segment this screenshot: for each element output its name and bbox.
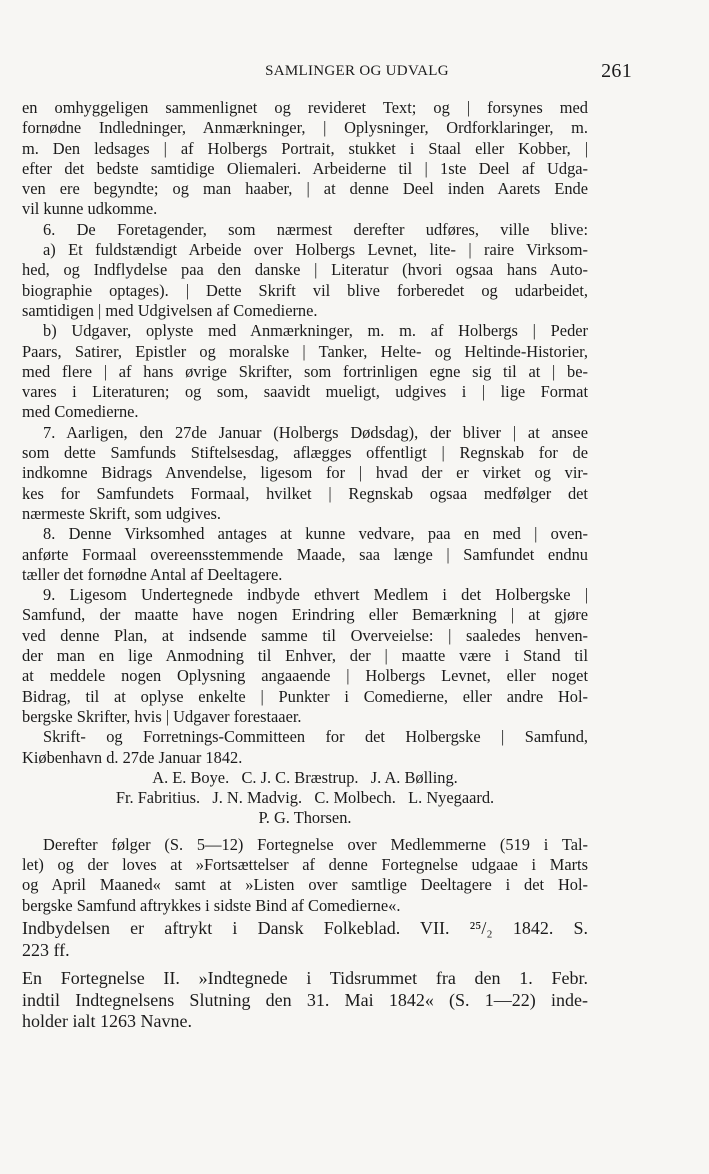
text-line: kes for Samfundets Formaal, hvilket | Regnskab ogsaa medfølger det: [22, 483, 588, 503]
text-line: ven ere begyndte; og man haaber, | at denne Deel inden Aarets Ende: [22, 179, 588, 199]
text-line: med flere | af hans øvrige Skrifter, som fortrinligen egne sig til at | be-: [22, 361, 588, 381]
text-line: anførte Formaal overeensstemmende Maade, saa længe | Samfundet endnu: [22, 544, 588, 564]
signature-line: P. G. Thorsen.: [258, 808, 352, 828]
text-line: vares i Literaturen; og som, saavidt mueligt, udgives i | lige Format: [22, 382, 588, 402]
text-line: Paars, Satirer, Epistler og moralske | Tanker, Helte- og Heltinde-Historier,: [22, 341, 588, 361]
text-line: samtidigen | med Udgivelsen af Comedierne.: [22, 300, 318, 320]
note-line: indtil Indtegnelsens Slutning den 31. Mai 1842« (S. 1—22) inde-: [22, 989, 588, 1010]
text-line: 7. Aarligen, den 27de Januar (Holbergs Dødsdag), der bliver | at ansee: [43, 422, 588, 442]
text-line: efter det bedste samtidige Oliemaleri. Arbeiderne til | 1ste Deel af Udga-: [22, 158, 588, 178]
text-line: nærmeste Skrift, som udgives.: [22, 503, 221, 523]
text-line: en omhyggeligen sammenlignet og revideret Text; og | forsynes med: [22, 98, 588, 117]
text-line: ved denne Plan, at indsende samme til Overveielse: | saaledes henven-: [22, 625, 588, 645]
note-line: holder ialt 1263 Navne.: [22, 1011, 192, 1031]
text-line: hed, og Indflydelse paa den danske | Literatur (hvori ogsaa hans Auto-: [22, 260, 588, 280]
header-title: SAMLINGER OG UDVALG: [265, 63, 449, 79]
text-line: der man en lige Anmodning til Enhver, der | maatte være i Stand til: [22, 646, 588, 666]
text-line: b) Udgaver, oplyste med Anmærkninger, m. m. af Holbergs | Peder: [43, 321, 588, 341]
text-line: 9. Ligesom Undertegnede indbyde ethvert Medlem i det Holbergske |: [43, 585, 588, 605]
text-line: bergske Skrifter, hvis | Udgaver forestaaer.: [22, 706, 302, 726]
text-line: vil kunne udkomme.: [22, 199, 158, 219]
signature-line: Fr. Fabritius. J. N. Madvig. C. Molbech. L. Nyegaard.: [115, 788, 495, 808]
text-line: Bidrag, til at oplyse enkelte | Punkter i Comedierne, eller andre Hol-: [22, 686, 588, 706]
text-line: Derefter følger (S. 5—12) Fortegnelse over Medlemmerne (519 i Tal-: [43, 834, 588, 854]
main-text: [22, 98, 588, 916]
text-line: 8. Denne Virksomhed antages at kunne vedvare, paa en med | oven-: [43, 524, 588, 544]
text-line: tæller det fornødne Antal af Deeltagere.: [22, 564, 283, 584]
text-line: og April Maaned« samt at »Listen over samtlige Deeltagere i det Hol-: [22, 875, 588, 895]
text-line: Samfund, der maatte have nogen Erindring eller Bemærkning | at gjøre: [22, 605, 588, 625]
note-line: 223 ff.: [22, 939, 70, 960]
text-line: Kiøbenhavn d. 27de Januar 1842.: [22, 747, 243, 767]
editorial-note: [22, 918, 588, 961]
text-line: med Comedierne.: [22, 402, 139, 422]
page-number: 261: [601, 60, 632, 82]
text-line: let) og der loves at »Fortsættelser af denne Fortegnelse udgaae i Marts: [22, 854, 588, 874]
note-line: En Fortegnelse II. »Indtegnede i Tidsrummet fra den 1. Febr.: [22, 968, 588, 988]
text-line: indkomne Bidrags Anvendelse, ligesom for | hvad der er virket og vir-: [22, 463, 588, 483]
text-line: a) Et fuldstændigt Arbeide over Holbergs Levnet, lite- | raire Virksom-: [43, 240, 588, 260]
text-line: at meddele nogen Oplysning angaaende | Holbergs Levnet, eller noget: [22, 666, 588, 686]
text-line: 6. De Foretagender, som nærmest derefter udføres, ville blive:: [43, 219, 588, 239]
running-header: [22, 60, 632, 86]
text-line: m. Den ledsages | af Holbergs Portrait, stukket i Staal eller Kobber, |: [22, 138, 588, 158]
editorial-note: [22, 968, 588, 1033]
text-line: som dette Samfunds Stiftelsesdag, aflægges offentligt | Regnskab for de: [22, 443, 588, 463]
signature-line: A. E. Boye. C. J. C. Bræstrup. J. A. Bølling.: [152, 767, 458, 787]
note-line: Indbydelsen er aftrykt i Dansk Folkeblad. VII. ²⁵/₂ 1842. S.: [22, 918, 588, 938]
text-line: Skrift- og Forretnings-Committeen for det Holbergske | Samfund,: [43, 727, 588, 747]
text-line: bergske Samfund aftrykkes i sidste Bind af Comedierne«.: [22, 895, 401, 915]
text-line: fornødne Indledninger, Anmærkninger, | Oplysninger, Ordforklaringer, m.: [22, 118, 588, 138]
text-line: biographie optages). | Dette Skrift vil blive forberedet og udarbeidet,: [22, 280, 588, 300]
